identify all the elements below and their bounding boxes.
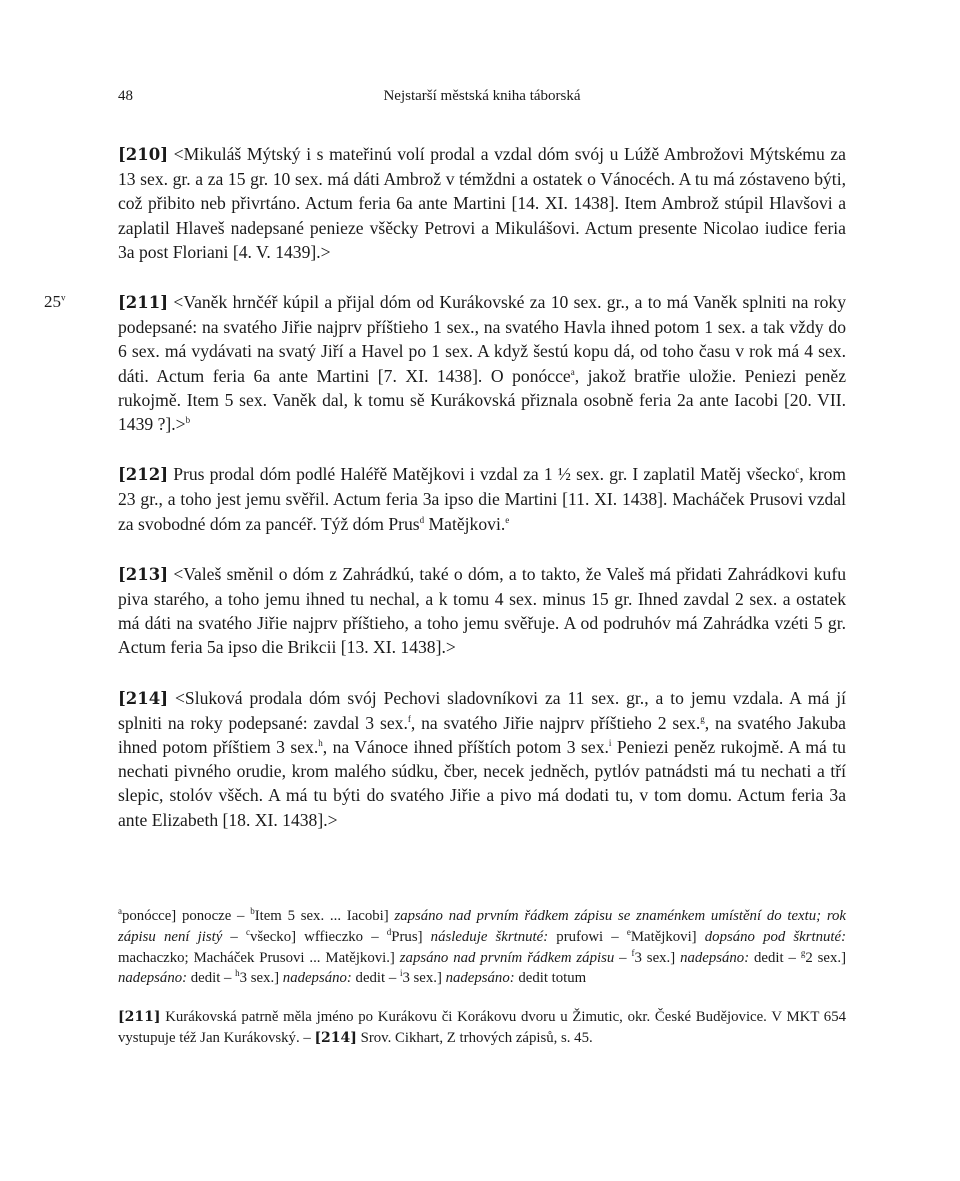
entry-number: [212] [118,465,169,485]
entry-211 [44,290,847,436]
entry-number: [214] [118,688,169,708]
footnote-ref: h [318,738,323,749]
entry-number: [214] [314,1030,357,1047]
footnote-ref: f [407,714,411,724]
note-italic: následuje škrtnuté: [430,928,549,945]
entry-text: , jakož bratřie uložie. Peniezi peněz rukojmě. Item 5 sex. Vaněk dal, k tomu sě Kurákovská přiznala osobně feria 2a ante Iacobi [20. VII. 1439 ?].> [118,365,847,435]
note-italic: nadepsáno: [118,970,188,987]
note-italic: nadepsáno: [445,970,515,987]
note-siglum: i [399,968,403,979]
note-siglum: f [631,947,635,958]
note-text: Item 5 sex. ... Iacobi] [254,908,395,924]
note-siglum: e [626,926,631,937]
note-text: Matějkovi] [630,928,705,945]
folio-marker [44,290,66,314]
entry-number: [210] [118,145,169,164]
note-siglum: a [118,906,122,917]
critical-apparatus [118,906,846,989]
entry-text: , na svatého Jakuba ihned potom příštiem 3 sex. [118,712,846,758]
footnote-ref: c [795,465,800,476]
note-siglum: c [246,926,250,937]
entry-213 [118,562,846,660]
entry-text: <Sluková prodala dóm svój Pechovi sladovníkovi za 11 sex. gr., a to jemu vzdala. A má jí splniti na roky podepsané: zavdal 3 sex. [118,687,846,733]
note-siglum: g [800,947,806,958]
note-text: – [614,949,632,966]
entry-text: <Valeš směnil o dóm z Zahrádkú, také o dóm, a to takto, že Valeš má přidati Zahrádkovi kufu piva starého, a toho jemu ihned tu nechal, a k tomu 4 sex. minus 15 gr. Ihned zavdal 2 sex. a ostatek má dáti na svatého Jiřie najprv příštieho, a toho jemu svěřuje. A od podruhóv má Zahrádka vzéti 5 gr. Actum feria 5a ipso die Brikcii [13. XI. 1438].> [118,563,847,658]
note-text: machaczko; Macháček Prusovi ... Matějkovi.] [118,949,400,966]
entry-number: [211] [118,1009,161,1026]
footnote-ref: i [608,738,612,749]
note-text: prufowi – [548,928,627,945]
entry-text: , na Vánoce ihned příštích potom 3 sex. [322,737,609,758]
entry-214 [118,686,846,832]
note-text: dedit – [187,970,236,987]
note-siglum: d [386,926,392,937]
note-italic: dopsáno pod škrtnuté: [704,928,847,945]
note-text: 2 sex.] [805,949,847,966]
note-siglum: h [235,968,240,979]
entry-text: Matějkovi. [424,513,506,534]
page-number: 48 [118,88,133,104]
entry-text: <Vaněk hrnčéř kúpil a přijal dóm od Kurákovské za 10 sex. gr., a to má Vaněk splniti na roky podepsané: na svatého Jiřie najprv příštieho 1 sex., na svatého Havla ihned potom 1 sex. a tak vždy do 6 sex. má vydávati na svatý Jiří a Havel po 1 sex. A když šestú kopu dá, od toho času v rok má 4 sex. dáti. Actum feria 6a ante Martini [7. XI. 1438]. O ponócce [118,292,846,386]
entry-text: <Mikuláš Mýtský i s mateřinú volí prodal a vzdal dóm svój u Lúžě Ambrožovi Mýtskému za 13 sex. gr. a za 15 gr. 10 sex. má dáti Ambrož v témždni a ostatek o Vánocéch. A tu má zóstaveno býti, což přibito neb přivrtáno. Actum feria 6a ante Martini [14. XI. 1438]. Item Ambrož stúpil Hlavšovi a zaplatil Hlaveš nadepsané penieze všěcky Petrovi a Mikulášovi. Actum presente Nicolao iudice feria 3a post Floriani [4. V. 1439].> [118,144,846,262]
note-text: dedit – [749,949,801,966]
entry-text: Peniezi peněz rukojmě. A má tu nechati pivného orudie, krom malého súdku, čber, necek jedněch, pytlóv patnádsti má tu nechati a tří slepic, stolóv všěch. A má tu býti do svatého Jiřie a pivo má dodati tu, v tom domu. Actum feria 3a ante Elizabeth [18. XI. 1438].> [118,737,846,830]
footnote-ref: a [570,366,575,377]
note-italic: nadepsáno: [680,949,750,966]
entry-number: [213] [118,564,169,584]
entry-number: [211] [118,293,169,313]
note-italic: nadepsáno: [282,970,352,987]
entry-text: , krom 23 gr., a toho jest jemu svěřil. Actum feria 3a ipso die Martini [11. XI. 1438]. Macháček Prusovi vzdal za svobodné dóm za pancéř. Týž dóm Prus [118,464,846,534]
note-italic: zapsáno nad prvním řádkem zápisu se znaménkem umístění do textu; rok zápisu není jistý [118,908,846,945]
page-header [118,88,846,112]
notes-section [118,906,846,1049]
note-siglum: b [250,906,255,917]
note-text: dedit totum [514,970,587,987]
entry-text: Prus prodal dóm podlé Haléřě Matějkovi i vzdal za 1 ½ sex. gr. I zaplatil Matěj všecko [173,464,796,485]
note-text: – [222,928,246,945]
entries [44,142,847,858]
note-text: Prus] [391,928,431,945]
note-text: Kurákovská patrně měla jméno po Kurákovu či Korákovu dvoru u Žimutic, okr. České Budějovice. V MKT 654 vystupuje též Jan Kurákovský. – [118,1009,846,1047]
entry-212 [118,462,846,536]
footnote-ref: d [419,514,425,525]
footnote-ref: e [505,514,510,525]
note-text: Srov. Cikhart, Z trhových zápisů, s. 45. [356,1030,593,1047]
note-text: dedit – [351,970,400,987]
entry-210 [118,142,846,264]
folio-number: 25 [44,292,61,312]
note-text: všecko] wffieczko – [250,928,387,945]
note-italic: zapsáno nad prvním řádkem zápisu [399,949,615,966]
note-text: 3 sex.] [634,949,681,966]
footnote-ref: b [185,415,191,426]
note-text: 3 sex.] [402,970,446,987]
commentary-notes [118,1007,846,1049]
note-text: 3 sex.] [239,970,283,987]
footnote-ref: g [700,714,705,724]
running-title: Nejstarší městská kniha táborská [383,88,581,104]
note-text: ponócce] ponocze – [122,908,251,924]
entry-text: , na svatého Jiřie najprv příštieho 2 sex. [410,712,701,733]
folio-side: v [61,292,66,303]
